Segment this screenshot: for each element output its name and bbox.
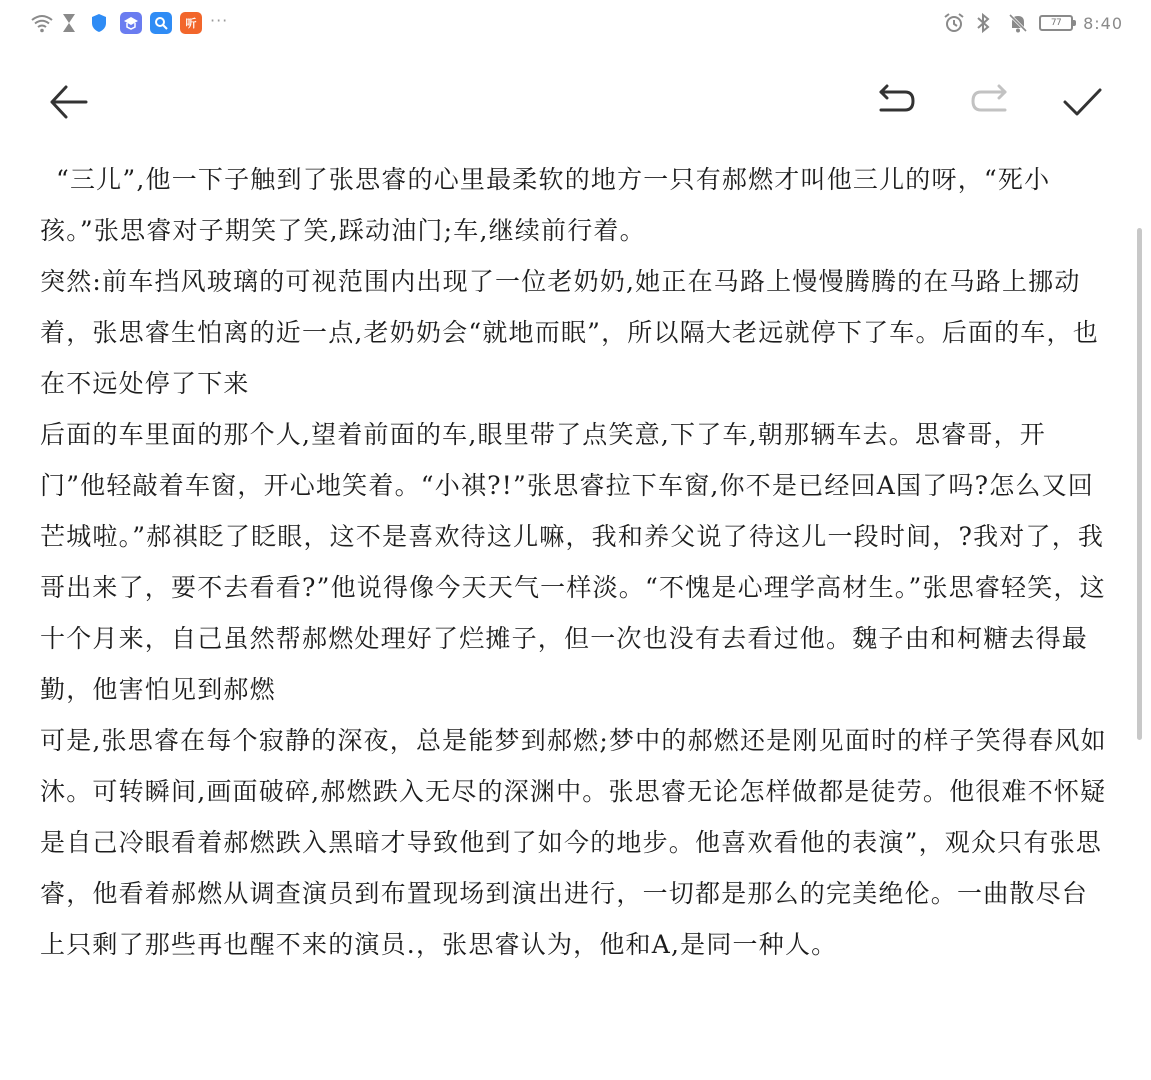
- alarm-icon: [943, 12, 965, 34]
- listen-app-icon: 听: [180, 12, 202, 34]
- redo-button[interactable]: [962, 74, 1018, 130]
- paragraph-4: 可是,张思睿在每个寂静的深夜，总是能梦到郝燃;梦中的郝燃还是刚见面时的样子笑得春风如沐。可转瞬间,画面破碎,郝燃跌入无尽的深渊中。张思睿无论怎样做都是徒劳。他很难不怀疑是自己冷眼看着郝燃跌入黑暗才导致他到了如今的地步。他喜欢看他的表演”，观众只有张思睿，他看着郝燃从调查演员到布置现场到演出进行，一切都是那么的完美绝伦。一曲散尽台上只剩了那些再也醒不来的演员.，张思睿认为，他和A,是同一种人。: [40, 726, 1107, 959]
- redo-icon: [967, 84, 1013, 120]
- paragraph-1: “三儿”,他一下子触到了张思睿的心里最柔软的地方一只有郝燃才叫他三儿的呀，“死小孩。”张思睿对子期笑了笑,踩动油门;车,继续前行着。: [40, 165, 1051, 245]
- search-app-icon: [150, 12, 172, 34]
- undo-button[interactable]: [868, 74, 924, 130]
- shield-icon: [90, 12, 112, 34]
- paragraph-3: 后面的车里面的那个人,望着前面的车,眼里带了点笑意,下了车,朝那辆车去。思睿哥，开门”他轻敲着车窗，开心地笑着。“小祺?!”张思睿拉下车窗,你不是已经回A国了吗?怎么又回芒城啦。”郝祺眨了眨眼，这不是喜欢待这儿嘛，我和养父说了待这儿一段时间，?我对了，我哥出来了，要不去看看?”他说得像今天天气一样淡。“不愧是心理学高材生。”张思睿轻笑，这十个月来，自己虽然帮郝燃处理好了烂摊子，但一次也没有去看过他。魏子由和柯糖去得最勤，他害怕见到郝燃: [40, 420, 1106, 704]
- editor-toolbar: [0, 64, 1151, 136]
- status-clock: 8:40: [1083, 13, 1123, 33]
- mute-bell-icon: [1007, 12, 1029, 34]
- bluetooth-icon: [975, 12, 997, 34]
- back-button[interactable]: [40, 74, 96, 130]
- study-app-icon: [120, 12, 142, 34]
- undo-icon: [873, 84, 919, 120]
- vertical-scrollbar[interactable]: [1137, 228, 1142, 740]
- back-arrow-icon: [46, 82, 90, 122]
- hourglass-icon: [60, 12, 82, 34]
- more-notifications-indicator: ···: [210, 10, 229, 30]
- text-editor[interactable]: [40, 154, 1110, 1074]
- status-bar: [0, 0, 1151, 46]
- battery-icon: 77: [1039, 15, 1073, 31]
- wifi-icon: [30, 12, 52, 34]
- done-button[interactable]: [1054, 74, 1110, 130]
- paragraph-2: 突然:前车挡风玻璃的可视范围内出现了一位老奶奶,她正在马路上慢慢腾腾的在马路上挪动着，张思睿生怕离的近一点,老奶奶会“就地而眠”，所以隔大老远就停下了车。后面的车，也在不远处停了下来: [40, 267, 1099, 398]
- checkmark-icon: [1060, 84, 1104, 120]
